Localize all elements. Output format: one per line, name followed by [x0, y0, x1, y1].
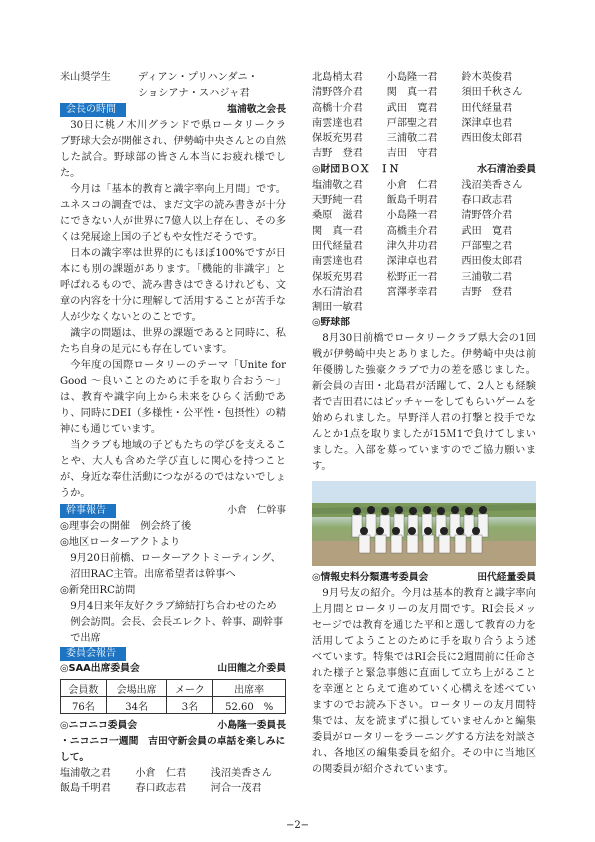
member-name: 宮澤孝幸君 — [386, 286, 438, 298]
president-author: 塩浦敬之会長 — [227, 104, 286, 115]
info-text: 9月号友の紹介。今月は基本的教育と識字率向上月間とロータリーの友月間です。RI会長メッセージでは教育を通じた平和と選して教育の力を活用してようことのために手を取り合うよう述べています。特集ではRI会長に2週間前に任命された様子と緊急事態に直面して立ち上がることを幸運ととらえて進めていく心構えを述べていますのでお読み下さい。ロータリーの友月間特集では、友を読まずに損していませんかと編集委員がロータリーをラーニングする方法を対談され、各地区の編集委員を紹介。その中に当地区の関委員が紹介されています。 — [312, 588, 536, 776]
saa-title: ◎SAA出席委員会 — [60, 663, 140, 674]
zaidan-author: 水石清治委員 — [477, 163, 536, 175]
saa-header — [60, 661, 286, 677]
member-name: 田代経量君 — [461, 102, 513, 114]
member-name: 高橋圭介君 — [386, 225, 438, 237]
niko-names — [60, 766, 286, 797]
president-paragraph: 今月は「基本的教育と識字率向上月間」です。ユネスコの調査では、まだ文字の読み書きが十分にできない人が世界に7億人以上存在し、その多くは発展途上国の子どもや女性だそうです。 — [60, 184, 286, 243]
member-name: 西田俊太郎君 — [461, 256, 523, 268]
member-name: 北島梢太君 — [312, 72, 363, 83]
niko-header — [60, 718, 286, 734]
secretary-author: 小倉 仁幹事 — [227, 505, 286, 516]
info-title: ◎情報史料分類選考委員会 — [312, 572, 429, 584]
member-name: 吉野 登君 — [461, 286, 513, 298]
secretary-line: ◎新発田RC訪問 — [60, 585, 136, 596]
baseball-title: ◎野球部 — [312, 317, 350, 329]
member-name: 浅沼美香さん — [461, 179, 523, 191]
member-name: 西田俊太郎君 — [461, 133, 523, 145]
scholar-label: 米山奨学生 — [60, 72, 111, 83]
secretary-header — [60, 503, 286, 519]
attendance-header-cell: 出席率 — [213, 680, 286, 697]
committee-header — [60, 647, 286, 661]
zaidan-header — [312, 162, 536, 178]
member-name: 割田一敏君 — [312, 302, 363, 314]
member-name: 吉田 守君 — [386, 148, 438, 160]
secretary-line: ◎地区ローターアクトより — [60, 537, 181, 548]
member-name: 田代経量君 — [312, 240, 363, 252]
member-name: 三浦敬二君 — [386, 133, 438, 145]
member-name: 関 真一君 — [386, 87, 438, 99]
attendance-header-cell: 会場出席 — [106, 680, 167, 697]
attendance-header-cell: メーク — [167, 680, 213, 697]
scholar-name-2: ショシアナ・スハジャ君 — [138, 88, 250, 99]
member-name: 天野純一君 — [312, 195, 363, 207]
member-name: 飯島千明君 — [60, 783, 111, 795]
member-name: 清野啓介君 — [312, 87, 363, 99]
info-author: 田代経量委員 — [477, 572, 536, 584]
info-header — [312, 570, 536, 586]
scholar-name-1: ディアン・プリハンダニ・ — [138, 72, 258, 83]
member-name: 戸部聖之君 — [386, 117, 438, 129]
member-name: 飯島千明君 — [386, 195, 438, 207]
committee-tag: 委員会報告 — [60, 647, 126, 661]
member-name: 武田 寛君 — [461, 225, 513, 237]
page-number: −2− — [285, 820, 310, 831]
member-name: 武田 寛君 — [386, 102, 438, 114]
president-header — [60, 102, 286, 118]
member-name: 春口政志君 — [135, 783, 187, 795]
attendance-value-cell: 76名 — [61, 697, 107, 714]
niko-author: 小島隆一委員長 — [217, 720, 286, 731]
member-name: 小倉 仁君 — [135, 768, 187, 779]
member-name: 鈴木英俊君 — [461, 72, 513, 83]
member-name: 津久井功君 — [386, 240, 438, 252]
president-paragraph: 識字の問題は、世界の課題であると同時に、私たち自身の足元にも存在しています。 — [60, 328, 286, 355]
member-name: 松野正一君 — [386, 271, 438, 283]
president-body — [60, 118, 286, 502]
member-name: 河合一茂君 — [210, 783, 262, 795]
secretary-line: 9月20日前橋、ローターアクトミーティング、沼田RAC主管。出席希望者は幹事へ — [70, 553, 281, 580]
member-name: 南雲達也君 — [312, 117, 363, 129]
member-name — [461, 146, 536, 161]
member-name — [461, 300, 536, 315]
president-paragraph: 日本の識字率は世界的にもほぼ100%ですが日本にも別の課題があります。「機能的非識字」と呼ばれるもので、読み書きはできるけれども、文章の内容を十分に理解して活用することが苦手な人が少なくないとのことです。 — [60, 248, 286, 323]
zaidan-names — [312, 178, 536, 316]
member-name: 深津卓也君 — [386, 256, 438, 268]
left-column — [60, 70, 286, 797]
baseball-text: 8月30日前橋でロータリークラブ県大会の1回戦が伊勢崎中央とありました。伊勢崎中央は前年優勝した強豪クラブで力の差を感じました。新会員の吉田・北島君が活躍して、2人とも経験者で吉田君にはピッチャーをしてもらいゲームを始められました。早野洋人君の打撃と投手でなんとか1点を取りましたが15Ｍ1で負けてしまいました。入部を募っていますのでご協力願います。 — [312, 333, 536, 473]
member-name: 三浦敬二君 — [461, 271, 513, 283]
member-name: 清野啓介君 — [461, 210, 513, 222]
member-name: 塩浦敬之君 — [312, 179, 363, 191]
member-name: 桑原 滋君 — [312, 210, 363, 222]
member-name: 塩浦敬之君 — [60, 768, 111, 779]
member-name: 保坂充男君 — [312, 271, 363, 283]
member-name: 高橋十介君 — [312, 102, 363, 114]
member-name: 小島隆一君 — [386, 72, 438, 83]
team-photo-image — [312, 481, 536, 566]
saa-author: 山田龍之介委員 — [217, 663, 286, 674]
member-name: 小島隆一君 — [386, 210, 438, 222]
member-name: 南雲達也君 — [312, 256, 363, 268]
member-name: 吉野 登君 — [312, 148, 363, 160]
attendance-table — [60, 679, 286, 714]
secretary-tag: 幹事報告 — [60, 504, 116, 518]
secretary-body — [60, 519, 286, 647]
secretary-line: ◎理事会の開催 例会終了後 — [60, 521, 192, 532]
attendance-value-cell: 52.60 % — [213, 697, 286, 714]
president-tag: 会長の時間 — [60, 103, 126, 117]
member-name — [387, 300, 462, 315]
attendance-header-cell: 会員数 — [61, 680, 107, 697]
member-name: 関 真一君 — [312, 225, 363, 237]
right-column — [312, 70, 536, 778]
member-name: 須田千秋さん — [461, 87, 523, 99]
member-name: 保坂充男君 — [312, 133, 363, 145]
niko-title: ◎ニコニコ委員会 — [60, 720, 138, 731]
president-paragraph: 今年度の国際ロータリーのテーマ「Unite for Good ～良いことのために手を取り合おう～」は、教育や識字向上から未来をひらく活動であり、同時にDEI（多様性・公平性・包摂性）の精神にも通じています。 — [60, 360, 286, 435]
member-name: 深津卓也君 — [461, 117, 513, 129]
member-name: 戸部聖之君 — [461, 240, 513, 252]
secretary-line: 9月4日来年友好クラブ締結打ち合わせのため例会訪問。会長、会長エレクト、幹事、副幹事で出席 — [70, 601, 284, 644]
member-name: 小倉 仁君 — [386, 179, 438, 191]
member-name: 水石清治君 — [312, 286, 363, 298]
zaidan-title: ◎財団ＢＯＸ ＩＮ — [312, 163, 399, 175]
scholar-line — [60, 70, 286, 102]
team-photo — [312, 481, 536, 566]
member-name: 春口政志君 — [461, 195, 513, 207]
niko-names-continued — [312, 70, 536, 162]
niko-note: ・ニコニコ一週間 吉田守新会員の卓話を楽しみにして。 — [60, 736, 286, 763]
attendance-value-cell: 3名 — [167, 697, 213, 714]
attendance-value-cell: 34名 — [106, 697, 167, 714]
president-paragraph: 30日に桃ノ木川グランドで県ロータリークラブ野球大会が開催され、伊勢崎中央さんとの自然した試合。野球部の皆さん本当にお疲れ様でした。 — [60, 120, 286, 179]
president-paragraph: 当クラブも地域の子どもたちの学びを支えることや、大人も含めた学び直しに関心を持つことが、身近な奉仕活動につながるのではないでしょうか。 — [60, 440, 286, 499]
member-name: 浅沼美香さん — [210, 768, 272, 779]
